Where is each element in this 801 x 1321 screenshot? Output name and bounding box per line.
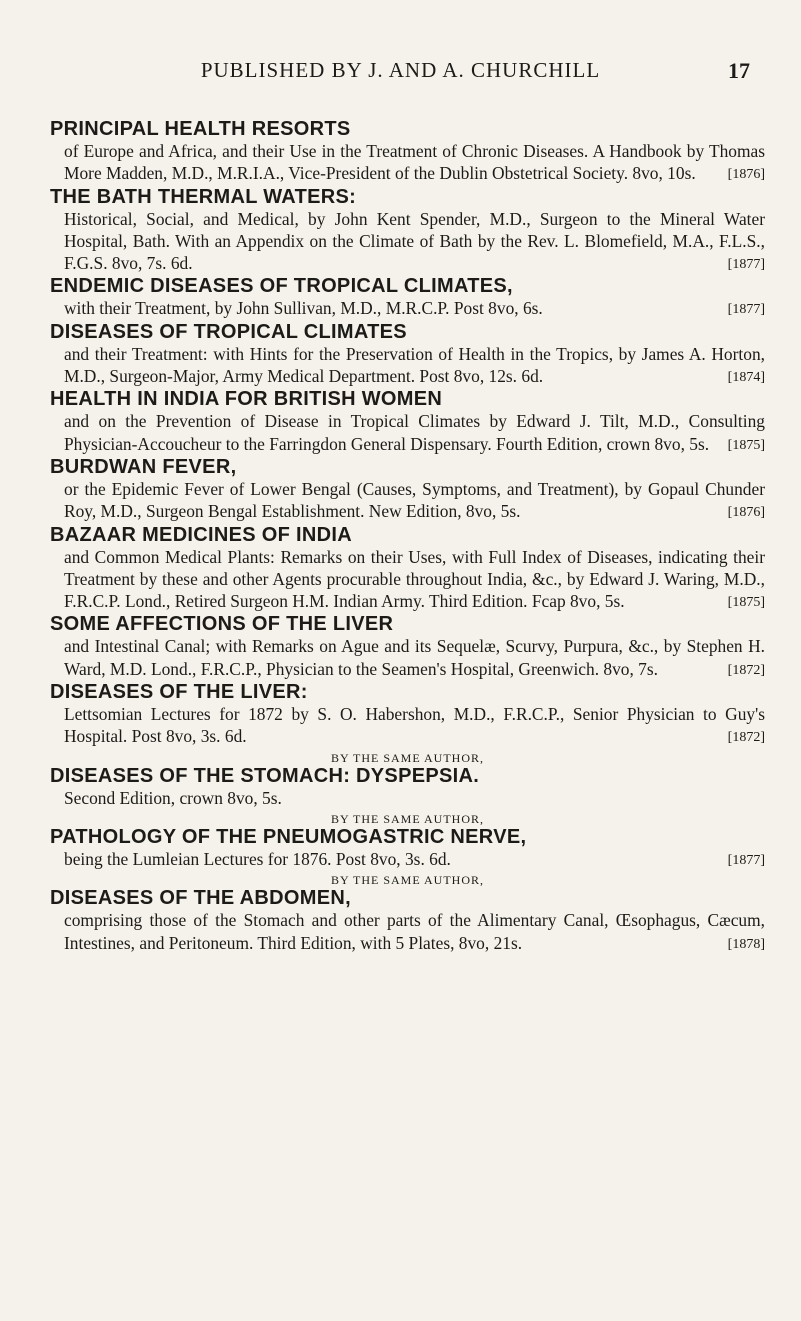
entry-text: comprising those of the Stomach and other parts of the Alimentary Canal, Œsophagus, Cæcum, Intestines, and Peritoneum. Third Edition, with 5 Plates, 8vo, 21s. <box>64 910 765 953</box>
entry-text: with their Treatment, by John Sullivan, M.D., M.R.C.P. Post 8vo, 6s. <box>64 298 543 319</box>
entry-text: or the Epidemic Fever of Lower Bengal (Causes, Symptoms, and Treatment), by Gopaul Chunder Roy, M.D., Surgeon Bengal Establishment. New Edition, 8vo, 5s. <box>64 478 765 522</box>
entry-description <box>64 410 765 455</box>
catalogue-entry <box>50 524 765 613</box>
catalogue-entry <box>50 388 765 455</box>
entry-description <box>64 478 765 523</box>
running-header: PUBLISHED BY J. AND A. CHURCHILL <box>200 58 601 82</box>
catalogue-entry <box>50 275 765 319</box>
entry-description <box>64 848 765 870</box>
entry-year: [1877] <box>727 302 765 318</box>
catalogue-entry <box>50 186 765 275</box>
entry-title: PATHOLOGY OF THE PNEUMOGASTRIC NERVE, <box>50 825 527 848</box>
entry-title: THE BATH THERMAL WATERS: <box>50 185 357 208</box>
entry-by-line: BY THE SAME AUTHOR, <box>330 873 484 888</box>
entry-year: [1876] <box>727 167 765 183</box>
entry-year: [1874] <box>727 370 765 386</box>
entry-description <box>64 635 765 680</box>
entry-year: [1872] <box>727 730 765 746</box>
entry-text: of Europe and Africa, and their Use in the Treatment of Chronic Diseases. A Handbook by Thomas More Madden, M.D., M.R.I.A., Vice-President of the Dublin Obstetrical Society. 8vo, 10s. <box>64 141 765 184</box>
entry-year: [1875] <box>727 437 765 453</box>
entry-text: Historical, Social, and Medical, by John Kent Spender, M.D., Surgeon to the Mineral Water Hospital, Bath. With an Appendix on the Climate of Bath by the Rev. L. Blomefield, M.A., F.L.S., F.G.S. 8vo, 7s. 6d. <box>64 208 765 274</box>
entry-description <box>64 343 765 388</box>
entry-title: DISEASES OF TROPICAL CLIMATES <box>50 320 407 343</box>
entry-by-line: BY THE SAME AUTHOR, <box>330 811 484 826</box>
entry-description <box>64 140 765 185</box>
entry-title: HEALTH IN INDIA FOR BRITISH WOMEN <box>50 388 443 411</box>
entry-text: and Common Medical Plants: Remarks on their Uses, with Full Index of Diseases, indicating their Treatment by these and other Agents procurable throughout India, &c., by Edward J. Waring, M.D., F.R.C.P. Lond., Retired Surgeon H.M. Indian Army. Third Edition. Fcap 8vo, 5s. <box>64 546 765 612</box>
entry-text: being the Lumleian Lectures for 1876. Post 8vo, 3s. 6d. <box>64 848 451 869</box>
entry-title: BAZAAR MEDICINES OF INDIA <box>50 523 352 546</box>
entry-text: and on the Prevention of Disease in Tropical Climates by Edward J. Tilt, M.D., Consulting Physician-Accoucheur to the Farringdon General Dispensary. Fourth Edition, crown 8vo, 5s. <box>64 411 765 454</box>
catalogue-entry <box>50 456 765 523</box>
entry-year: [1875] <box>727 595 765 611</box>
catalogue-entry <box>50 813 765 870</box>
entry-title: BURDWAN FEVER, <box>50 455 237 478</box>
entry-description <box>64 909 765 954</box>
entry-description <box>64 546 765 613</box>
entry-year: [1872] <box>727 662 765 678</box>
entry-year: [1877] <box>727 852 765 868</box>
entry-description <box>64 703 765 748</box>
entry-text: and their Treatment: with Hints for the Preservation of Health in the Tropics, by James A. Horton, M.D., Surgeon-Major, Army Medical Department. Post 8vo, 12s. 6d. <box>64 343 765 387</box>
entry-description <box>64 787 765 809</box>
entry-title: DISEASES OF THE ABDOMEN, <box>50 887 351 910</box>
entry-year: [1878] <box>727 936 765 952</box>
entry-title: DISEASES OF THE STOMACH: DYSPEPSIA. <box>50 764 480 787</box>
entry-text: and Intestinal Canal; with Remarks on Ague and its Sequelæ, Scurvy, Purpura, &c., by Stephen H. Ward, M.D. Lond., F.R.C.P., Physician to the Seamen's Hospital, Greenwich. 8vo, 7s. <box>64 636 765 679</box>
entry-title: DISEASES OF THE LIVER: <box>50 681 308 704</box>
entry-text: Second Edition, crown 8vo, 5s. <box>64 787 282 808</box>
catalogue-entry <box>50 874 765 954</box>
entry-by-line: BY THE SAME AUTHOR, <box>330 750 484 765</box>
catalogue-entries <box>50 118 765 956</box>
entry-text: Lettsomian Lectures for 1872 by S. O. Habershon, M.D., F.R.C.P., Senior Physician to Guy's Hospital. Post 8vo, 3s. 6d. <box>64 704 765 747</box>
entry-year: [1876] <box>727 505 765 521</box>
catalogue-entry <box>50 321 765 388</box>
page-number: 17 <box>728 58 750 83</box>
entry-year: [1877] <box>727 257 765 273</box>
entry-title: PRINCIPAL HEALTH RESORTS <box>50 118 351 140</box>
catalogue-entry <box>50 118 765 185</box>
entry-title: ENDEMIC DISEASES OF TROPICAL CLIMATES, <box>50 275 513 298</box>
entry-description <box>64 208 765 275</box>
catalogue-entry <box>50 752 765 809</box>
entry-title: SOME AFFECTIONS OF THE LIVER <box>50 613 394 636</box>
catalogue-entry <box>50 613 765 680</box>
catalogue-entry <box>50 681 765 748</box>
entry-description <box>64 297 765 319</box>
